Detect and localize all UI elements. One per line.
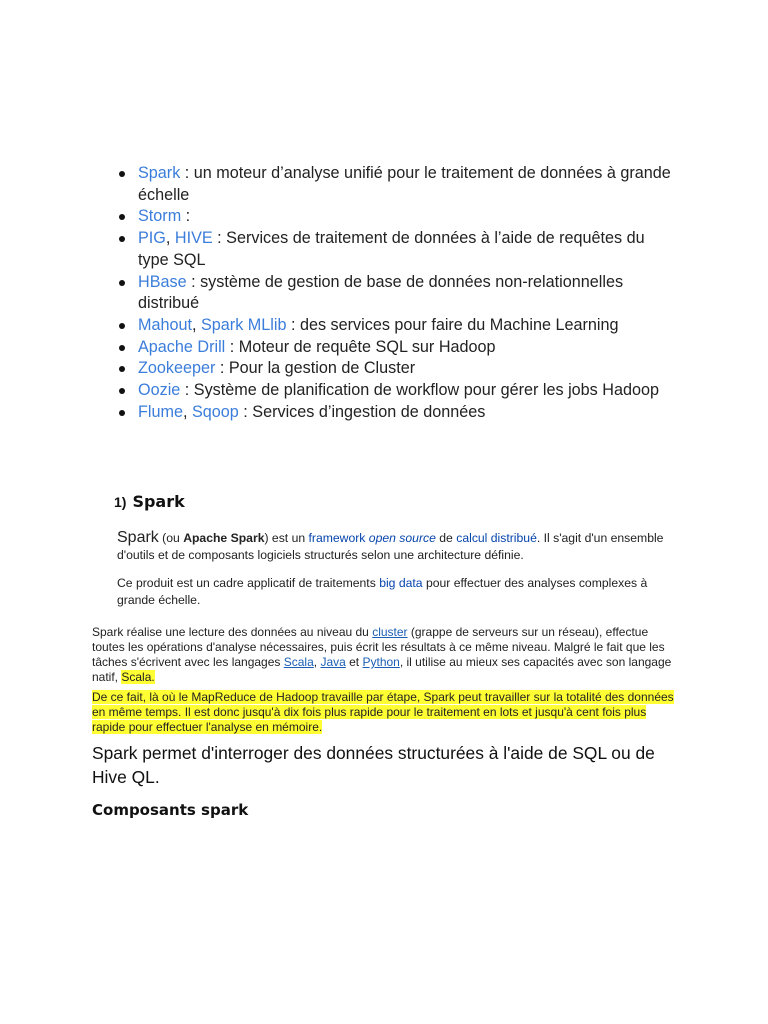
wiki-excerpt: [117, 529, 677, 609]
list-item: Oozie : Système de planification de workflow pour gérer les jobs Hadoop: [118, 380, 678, 402]
link-python[interactable]: Python: [362, 655, 400, 669]
link-sqoop[interactable]: Sqoop: [191, 402, 239, 421]
link-storm[interactable]: Storm: [138, 207, 182, 226]
section-number: 1): [114, 494, 127, 510]
wiki-paragraph-1: Spark (ou Apache Spark) est un framework open source de calcul distribué. Il s'agit d'un ensemble d'outils et de composants logiciels structurés selon une architecture définie.: [117, 529, 664, 562]
section-heading-composants: Composants spark: [92, 801, 249, 819]
link-apache-drill[interactable]: Apache Drill: [138, 337, 226, 356]
list-item: PIG, HIVE : Services de traitement de données à l’aide de requêtes du type SQL: [118, 228, 678, 271]
list-item: Mahout, Spark MLlib : des services pour faire du Machine Learning: [118, 315, 678, 337]
list-item: Storm :: [118, 206, 678, 228]
highlighted-text: De ce fait, là où le MapReduce de Hadoop travaille par étape, Spark peut travailler sur la totalité des données en même temps. Il est donc jusqu'à dix fois plus rapide pour le traitement en lots et jusqu'à cent fois plus rapide pour effectuer l'analyse en mémoire.: [92, 690, 674, 734]
list-item: Spark : un moteur d’analyse unifié pour le traitement de données à grande échelle: [118, 163, 678, 206]
link-hbase[interactable]: HBase: [138, 272, 187, 291]
description-paragraph-2: [92, 690, 682, 735]
link-flume[interactable]: Flume: [138, 402, 183, 421]
link-big-data[interactable]: big data: [379, 576, 423, 590]
link-calcul-distribue[interactable]: calcul distribué: [456, 531, 537, 545]
list-item: Flume, Sqoop : Services d’ingestion de données: [118, 402, 678, 424]
link-zookeeper[interactable]: Zookeeper: [138, 359, 216, 378]
list-item: Zookeeper : Pour la gestion de Cluster: [118, 358, 678, 380]
spark-description: [92, 625, 682, 735]
link-spark[interactable]: Spark: [138, 164, 181, 182]
link-java[interactable]: Java: [320, 655, 346, 669]
technology-list: [118, 163, 678, 423]
section-title: Spark: [132, 492, 185, 511]
link-scala[interactable]: Scala: [283, 655, 314, 669]
description-paragraph-1: Spark réalise une lecture des données au niveau du cluster (grappe de serveurs sur un réseau), effectue toutes les opérations d'analyse nécessaires, puis écrit les résultats à ce même niveau. Malgré le fait que les tâches s'écrivent avec les langages Scala, Java et Python, il utilise au mieux ses capacités avec son langage natif, Scala.: [92, 625, 672, 684]
wiki-paragraph-2: Ce produit est un cadre applicatif de traitements big data pour effectuer des analyses complexes à grande échelle.: [117, 576, 648, 607]
link-hive[interactable]: HIVE: [174, 229, 213, 248]
list-item: HBase : système de gestion de base de données non-relationnelles distribué: [118, 272, 678, 315]
section-heading-spark: [114, 492, 185, 511]
sql-paragraph: Spark permet d'interroger des données structurées à l'aide de SQL ou de Hive QL.: [92, 743, 655, 787]
link-cluster[interactable]: cluster: [372, 625, 408, 639]
link-framework[interactable]: framework: [308, 531, 366, 545]
highlight-scala: Scala.: [121, 670, 155, 684]
list-item: Apache Drill : Moteur de requête SQL sur Hadoop: [118, 337, 678, 359]
link-open-source[interactable]: open source: [368, 531, 436, 545]
link-mahout[interactable]: Mahout: [138, 315, 192, 334]
link-pig[interactable]: PIG: [138, 229, 166, 248]
link-spark-mllib[interactable]: Spark MLlib: [201, 315, 287, 334]
link-oozie[interactable]: Oozie: [138, 381, 181, 400]
